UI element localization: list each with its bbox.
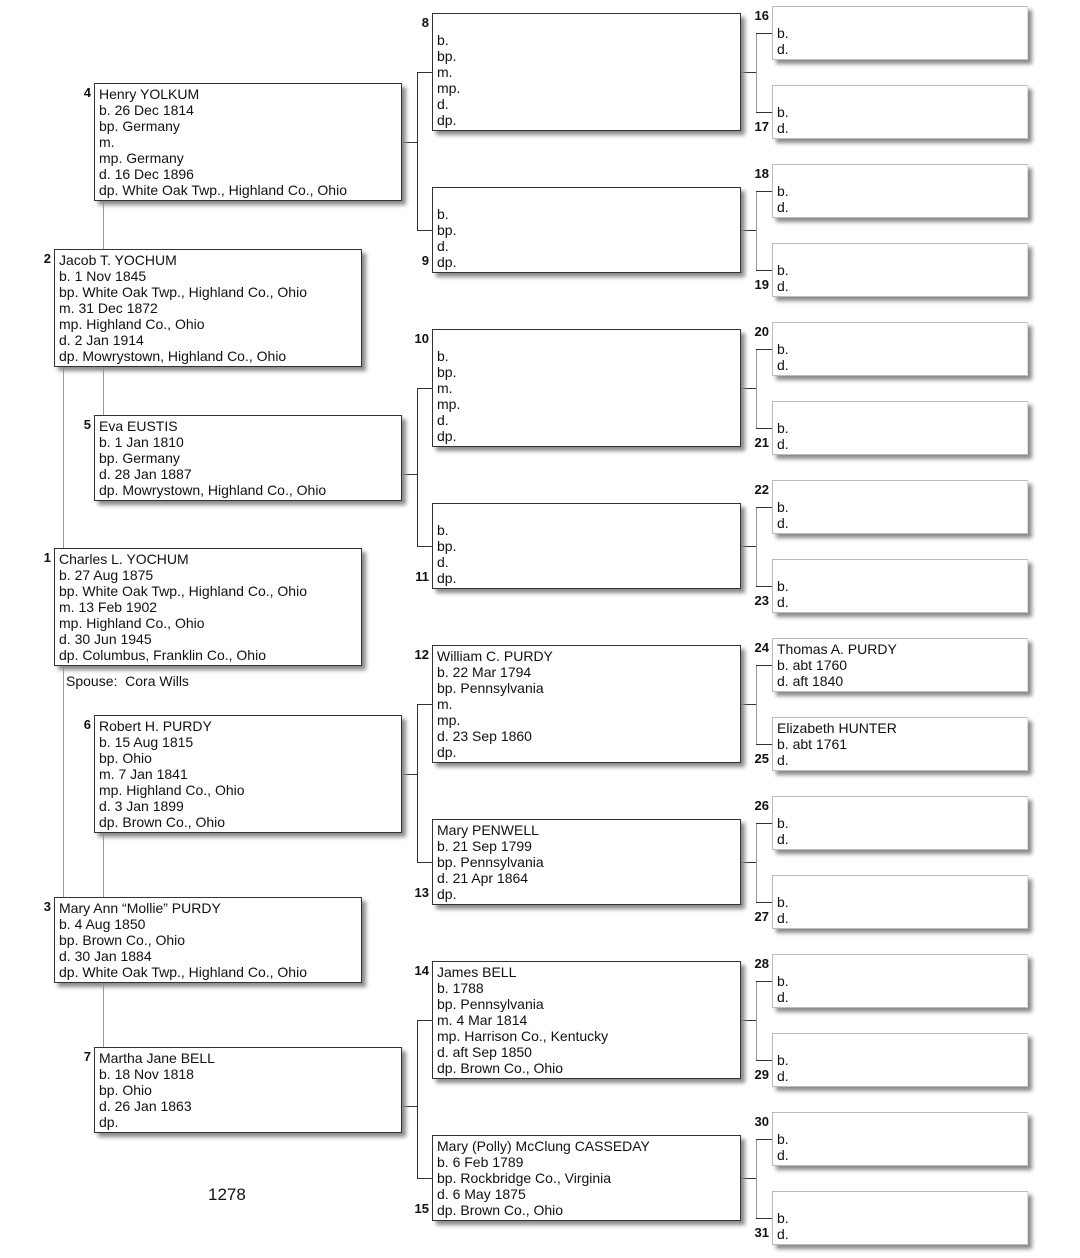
connector-line	[756, 586, 772, 587]
connector-line	[756, 349, 757, 428]
person-number: 15	[414, 1201, 429, 1216]
connector-line	[741, 1020, 756, 1021]
spouse-line	[66, 673, 189, 689]
person-fact: bp. White Oak Twp., Highland Co., Ohio	[59, 284, 307, 300]
person-fact: m.	[99, 134, 115, 150]
person-fact: d. 28 Jan 1887	[99, 466, 192, 482]
person-box-8	[432, 13, 741, 131]
person-box-5	[94, 415, 402, 501]
person-fact: mp.	[437, 80, 461, 96]
person-fact: d.	[777, 515, 789, 531]
person-fact: mp. Highland Co., Ohio	[59, 316, 205, 332]
person-name	[777, 404, 1027, 420]
person-fact: b.	[437, 348, 449, 364]
person-fact: bp.	[437, 364, 457, 380]
person-name	[437, 16, 740, 32]
person-name: Thomas A. PURDY	[777, 641, 897, 657]
person-name: Martha Jane BELL	[99, 1050, 215, 1066]
person-name	[437, 190, 740, 206]
person-fact: d. 30 Jun 1945	[59, 631, 152, 647]
connector-line	[417, 704, 432, 705]
person-fact: mp. Harrison Co., Kentucky	[437, 1028, 609, 1044]
person-fact: b. 21 Sep 1799	[437, 838, 532, 854]
person-fact: b. 15 Aug 1815	[99, 734, 194, 750]
connector-line	[756, 428, 772, 429]
person-fact: d.	[437, 238, 449, 254]
person-name: Mary (Polly) McClung CASSEDAY	[437, 1138, 650, 1154]
person-fact: b. 22 Mar 1794	[437, 664, 532, 680]
person-name: Charles L. YOCHUM	[59, 551, 189, 567]
connector-line	[417, 1020, 432, 1021]
person-name	[437, 332, 740, 348]
person-fact: bp.	[437, 48, 457, 64]
person-fact: b. 1 Nov 1845	[59, 268, 147, 284]
person-fact: mp. Highland Co., Ohio	[99, 782, 245, 798]
connector-line	[417, 72, 418, 230]
person-fact: d.	[777, 594, 789, 610]
person-fact: dp.	[437, 112, 457, 128]
connector-line	[756, 349, 772, 350]
connector-line	[756, 112, 772, 113]
person-number: 9	[421, 253, 429, 268]
person-fact: b.	[777, 25, 789, 41]
person-box-11	[432, 503, 741, 589]
person-fact: dp.	[437, 428, 457, 444]
connector-line	[741, 1178, 756, 1179]
person-number: 2	[43, 251, 51, 266]
person-fact: d.	[437, 554, 449, 570]
person-name: Jacob T. YOCHUM	[59, 252, 177, 268]
person-box-26	[772, 796, 1028, 850]
person-fact: d.	[777, 1147, 789, 1163]
person-fact: m. 7 Jan 1841	[99, 766, 188, 782]
person-name	[777, 167, 1027, 183]
person-fact: b. 18 Nov 1818	[99, 1066, 194, 1082]
person-fact: d.	[437, 412, 449, 428]
person-fact: d. 26 Jan 1863	[99, 1098, 192, 1114]
person-fact: b. 1 Jan 1810	[99, 434, 184, 450]
connector-line	[756, 191, 757, 270]
person-name	[777, 878, 1027, 894]
person-box-29	[772, 1033, 1028, 1087]
person-fact: d.	[777, 1068, 789, 1084]
person-number: 30	[754, 1114, 769, 1129]
person-fact: d.	[777, 989, 789, 1005]
person-fact: d.	[777, 1226, 789, 1242]
connector-line	[741, 72, 756, 73]
person-fact: bp.	[437, 222, 457, 238]
person-name	[777, 1194, 1027, 1210]
person-number: 21	[754, 435, 769, 450]
person-name	[777, 799, 1027, 815]
person-name: James BELL	[437, 964, 517, 980]
person-fact: bp. Pennsylvania	[437, 854, 544, 870]
person-number: 25	[754, 751, 769, 766]
person-fact: d. 21 Apr 1864	[437, 870, 529, 886]
person-number: 5	[83, 417, 91, 432]
person-box-31	[772, 1191, 1028, 1245]
person-name	[777, 1115, 1027, 1131]
person-name	[777, 9, 1027, 25]
person-fact: bp. Pennsylvania	[437, 680, 544, 696]
person-number: 17	[754, 119, 769, 134]
person-number: 10	[414, 331, 429, 346]
person-fact: b.	[777, 262, 789, 278]
connector-line	[756, 507, 757, 586]
person-box-28	[772, 954, 1028, 1008]
person-fact: d. aft Sep 1850	[437, 1044, 532, 1060]
person-number: 22	[754, 482, 769, 497]
person-number: 1	[43, 550, 51, 565]
connector-line	[756, 665, 772, 666]
connector-line	[741, 230, 756, 231]
person-fact: b. abt 1761	[777, 736, 848, 752]
person-fact: b.	[777, 183, 789, 199]
connector-line	[756, 507, 772, 508]
person-fact: d.	[777, 436, 789, 452]
person-name	[777, 1036, 1027, 1052]
person-box-16	[772, 6, 1028, 60]
person-box-14	[432, 961, 741, 1079]
spouse-label: Spouse:	[66, 673, 118, 689]
connector-line	[417, 704, 418, 862]
connector-line	[402, 1106, 417, 1107]
person-fact: d.	[777, 752, 789, 768]
person-fact: m.	[437, 380, 453, 396]
person-fact: d.	[777, 910, 789, 926]
person-name	[777, 88, 1027, 104]
person-fact: dp. Brown Co., Ohio	[437, 1060, 564, 1076]
person-fact: b. 26 Dec 1814	[99, 102, 194, 118]
person-name: William C. PURDY	[437, 648, 553, 664]
connector-line	[756, 1218, 772, 1219]
person-fact: mp.	[437, 712, 461, 728]
connector-line	[417, 388, 432, 389]
connector-line	[741, 704, 756, 705]
person-fact: d.	[437, 96, 449, 112]
person-number: 19	[754, 277, 769, 292]
person-number: 23	[754, 593, 769, 608]
person-fact: b.	[777, 815, 789, 831]
person-fact: m. 4 Mar 1814	[437, 1012, 528, 1028]
connector-line	[756, 665, 757, 744]
person-number: 8	[421, 15, 429, 30]
spouse-name: Cora Wills	[125, 673, 189, 689]
person-fact: b. abt 1760	[777, 657, 848, 673]
person-fact: m.	[437, 696, 453, 712]
person-fact: dp.	[437, 254, 457, 270]
person-name: Mary Ann “Mollie” PURDY	[59, 900, 221, 916]
person-box-10	[432, 329, 741, 447]
person-name: Elizabeth HUNTER	[777, 720, 897, 736]
person-number: 16	[754, 8, 769, 23]
connector-line	[756, 823, 772, 824]
person-box-18	[772, 164, 1028, 218]
person-fact: m.	[437, 64, 453, 80]
person-fact: d. 6 May 1875	[437, 1186, 526, 1202]
person-fact: m. 13 Feb 1902	[59, 599, 158, 615]
connector-line	[756, 33, 757, 112]
person-fact: b.	[777, 499, 789, 515]
person-fact: bp. White Oak Twp., Highland Co., Ohio	[59, 583, 307, 599]
person-name	[437, 506, 740, 522]
person-number: 27	[754, 909, 769, 924]
person-fact: bp. Brown Co., Ohio	[59, 932, 186, 948]
person-fact: d.	[777, 278, 789, 294]
person-number: 24	[754, 640, 769, 655]
person-box-2	[54, 249, 362, 367]
person-fact: b.	[777, 1052, 789, 1068]
person-name: Henry YOLKUM	[99, 86, 200, 102]
person-name	[777, 246, 1027, 262]
person-fact: d.	[777, 120, 789, 136]
connector-line	[756, 823, 757, 902]
person-fact: dp. Columbus, Franklin Co., Ohio	[59, 647, 266, 663]
connector-line	[756, 270, 772, 271]
person-fact: dp. Brown Co., Ohio	[437, 1202, 564, 1218]
person-box-4	[94, 83, 402, 201]
connector-line	[756, 981, 757, 1060]
person-fact: mp.	[437, 396, 461, 412]
person-fact: b. 4 Aug 1850	[59, 916, 146, 932]
connector-line	[402, 474, 417, 475]
person-number: 4	[83, 85, 91, 100]
person-fact: dp.	[99, 1114, 119, 1130]
person-fact: b.	[777, 341, 789, 357]
person-fact: d.	[777, 357, 789, 373]
person-fact: bp. Ohio	[99, 1082, 152, 1098]
person-box-30	[772, 1112, 1028, 1166]
person-fact: mp. Highland Co., Ohio	[59, 615, 205, 631]
person-fact: d.	[777, 199, 789, 215]
person-fact: mp. Germany	[99, 150, 184, 166]
connector-line	[741, 546, 756, 547]
person-box-23	[772, 559, 1028, 613]
connector-line	[417, 72, 432, 73]
person-fact: dp.	[437, 886, 457, 902]
person-fact: dp.	[437, 744, 457, 760]
person-fact: bp. Ohio	[99, 750, 152, 766]
person-name	[777, 325, 1027, 341]
person-box-9	[432, 187, 741, 273]
person-fact: bp. Rockbridge Co., Virginia	[437, 1170, 612, 1186]
person-fact: b. 6 Feb 1789	[437, 1154, 524, 1170]
person-box-17	[772, 85, 1028, 139]
connector-line	[417, 1020, 418, 1178]
person-fact: d. 3 Jan 1899	[99, 798, 184, 814]
connector-line	[417, 546, 432, 547]
person-number: 3	[43, 899, 51, 914]
person-fact: d. 30 Jan 1884	[59, 948, 152, 964]
person-fact: b.	[777, 1131, 789, 1147]
person-name: Eva EUSTIS	[99, 418, 178, 434]
person-fact: dp. Mowrystown, Highland Co., Ohio	[99, 482, 327, 498]
connector-line	[756, 1060, 772, 1061]
connector-line	[417, 1178, 432, 1179]
person-number: 14	[414, 963, 429, 978]
person-box-12	[432, 645, 741, 763]
person-fact: bp. Germany	[99, 118, 180, 134]
person-number: 11	[415, 569, 429, 584]
person-box-19	[772, 243, 1028, 297]
person-number: 26	[754, 798, 769, 813]
person-name	[777, 483, 1027, 499]
person-fact: b.	[777, 973, 789, 989]
person-box-15	[432, 1135, 741, 1221]
person-fact: dp. Brown Co., Ohio	[99, 814, 226, 830]
person-fact: b.	[777, 104, 789, 120]
person-box-13	[432, 819, 741, 905]
person-box-24	[772, 638, 1028, 692]
person-fact: bp. Pennsylvania	[437, 996, 544, 1012]
person-fact: bp.	[437, 538, 457, 554]
person-fact: d. 23 Sep 1860	[437, 728, 532, 744]
person-fact: dp. Mowrystown, Highland Co., Ohio	[59, 348, 287, 364]
person-name	[777, 957, 1027, 973]
connector-line	[756, 744, 772, 745]
person-fact: b.	[777, 1210, 789, 1226]
person-box-3	[54, 897, 362, 983]
connector-line	[741, 388, 756, 389]
person-fact: d. aft 1840	[777, 673, 844, 689]
connector-line	[756, 981, 772, 982]
person-fact: b.	[437, 32, 449, 48]
person-fact: d. 2 Jan 1914	[59, 332, 144, 348]
person-fact: b.	[777, 894, 789, 910]
person-fact: b.	[777, 578, 789, 594]
connector-line	[756, 1139, 772, 1140]
person-number: 12	[414, 647, 429, 662]
person-number: 7	[83, 1049, 91, 1064]
person-number: 31	[754, 1225, 769, 1240]
person-fact: b.	[777, 420, 789, 436]
person-number: 28	[754, 956, 769, 971]
person-name: Mary PENWELL	[437, 822, 539, 838]
person-box-7	[94, 1047, 402, 1133]
person-fact: d. 16 Dec 1896	[99, 166, 194, 182]
person-number: 20	[754, 324, 769, 339]
person-fact: b. 1788	[437, 980, 484, 996]
person-box-25	[772, 717, 1028, 771]
connector-line	[417, 862, 432, 863]
person-fact: d.	[777, 831, 789, 847]
person-fact: d.	[777, 41, 789, 57]
person-fact: dp.	[437, 570, 457, 586]
person-box-22	[772, 480, 1028, 534]
person-fact: b. 27 Aug 1875	[59, 567, 154, 583]
connector-line	[417, 230, 432, 231]
person-box-6	[94, 715, 402, 833]
connector-line	[741, 862, 756, 863]
person-box-1	[54, 548, 362, 666]
person-fact: bp. Germany	[99, 450, 180, 466]
person-number: 13	[414, 885, 429, 900]
person-fact: m. 31 Dec 1872	[59, 300, 158, 316]
person-name: Robert H. PURDY	[99, 718, 212, 734]
page-number: 1278	[208, 1185, 246, 1204]
person-box-27	[772, 875, 1028, 929]
person-fact: b.	[437, 522, 449, 538]
person-box-21	[772, 401, 1028, 455]
person-fact: dp. White Oak Twp., Highland Co., Ohio	[99, 182, 347, 198]
person-name	[777, 562, 1027, 578]
connector-line	[402, 142, 417, 143]
person-box-20	[772, 322, 1028, 376]
connector-line	[756, 1139, 757, 1218]
person-fact: dp. White Oak Twp., Highland Co., Ohio	[59, 964, 307, 980]
connector-line	[417, 388, 418, 546]
connector-line	[756, 902, 772, 903]
person-fact: b.	[437, 206, 449, 222]
person-number: 6	[83, 717, 91, 732]
person-number: 18	[754, 166, 769, 181]
connector-line	[402, 774, 417, 775]
connector-line	[756, 33, 772, 34]
connector-line	[756, 191, 772, 192]
person-number: 29	[754, 1067, 769, 1082]
